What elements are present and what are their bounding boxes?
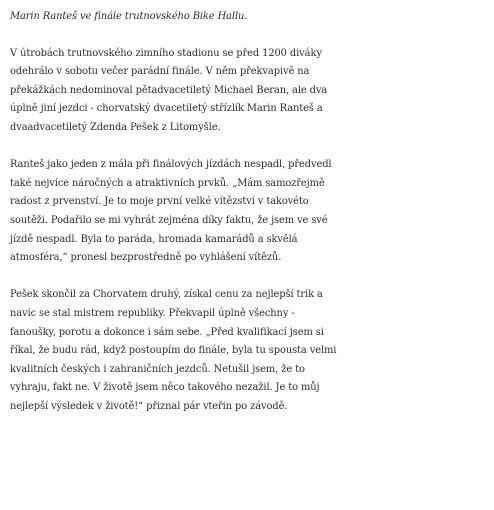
text-line: úplně jiní jezdci - chorvatský dvacetiletý střízlík Marin Ranteš a: [10, 103, 323, 115]
text-line: odehrálo v sobotu večer parádní finále. V něm překvapivě na: [10, 66, 310, 78]
text-line: dvaadvacetiletý Zdenda Pešek z Litomyšle.: [10, 121, 221, 133]
text-line: soutěži. Podařilo se mi vyhrát zejména díky faktu, že jsem ve své: [10, 214, 328, 226]
text-line: V útrobách trutnovského zimního stadionu se před 1200 diváky: [10, 47, 322, 59]
text-line: kvalitních českých i zahraničních jezdců. Netušil jsem, že to: [10, 363, 305, 375]
text-line: Pešek skončil za Chorvatem druhý, získal cenu za nejlepší trik a: [10, 289, 323, 301]
text-line: překážkách nedominoval pětadvacetiletý Michael Beran, ale dva: [10, 84, 328, 96]
text-line: Ranteš jako jeden z mála při finálových jízdách nespadl, předvedl: [10, 159, 332, 171]
text-line: atmosféra,“ pronesl bezprostředně po vyhlášení vítězů.: [10, 252, 282, 264]
photo-caption: Marin Ranteš ve finále trutnovského Bike Hallu.: [10, 11, 248, 22]
text-line: radost z prvenství. Je to moje první velké vítězství v takovéto: [10, 196, 309, 208]
text-line: nejlepší výsledek v životě!“ přiznal pár vteřin po závodě.: [10, 400, 288, 412]
text-line: navíc se stal mistrem republiky. Překvapil úplně všechny -: [10, 307, 295, 319]
paragraph-3: [10, 286, 492, 416]
text-line: říkal, že budu rád, když postoupím do finále, byla tu spousta velmi: [10, 345, 337, 357]
paragraph-2: [10, 156, 492, 268]
text-line: fanoušky, porotu a dokonce i sám sebe. „Před kvalifikací jsem si: [10, 326, 324, 338]
article-body: [10, 8, 492, 435]
text-line: jízdě nespadl. Byla to paráda, hromada kamarádů a skvělá: [10, 233, 298, 245]
paragraph-1: [10, 45, 492, 138]
text-line: vyhraju, fakt ne. V životě jsem něco takového nezažil. Je to můj: [10, 382, 320, 394]
text-line: také nejvíce náročných a atraktivních prvků. „Mám samozřejmě: [10, 177, 325, 189]
